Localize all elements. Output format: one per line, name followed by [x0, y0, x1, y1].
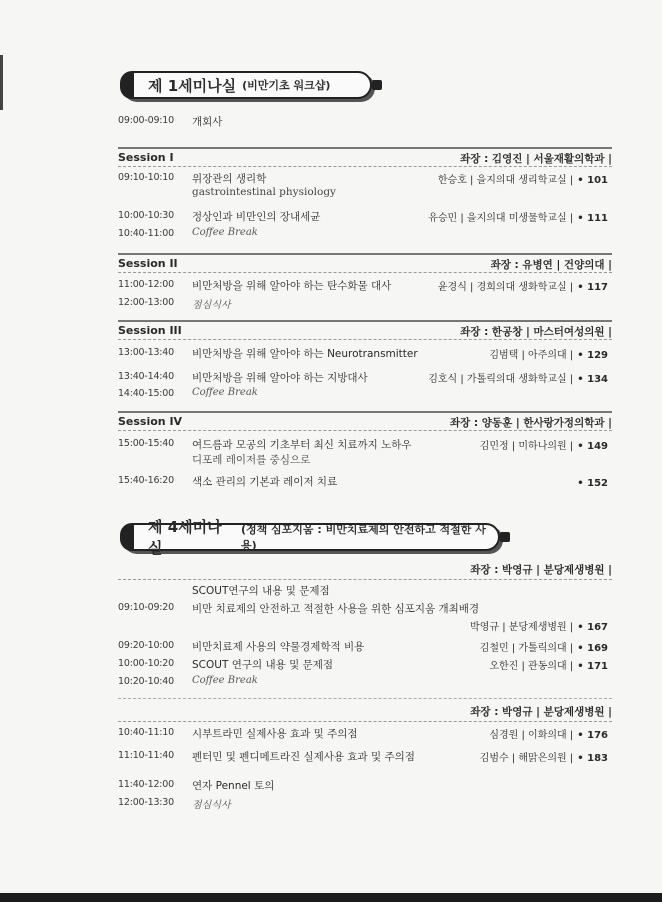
banner-end-marker — [372, 80, 382, 90]
page-number: • 129 — [577, 350, 608, 361]
speaker-info — [480, 639, 608, 654]
page-number: • 183 — [577, 753, 608, 764]
talk-title: 개회사 — [192, 116, 223, 128]
schedule-row — [118, 436, 608, 468]
speaker-info — [480, 437, 608, 452]
time-slot: 11:10-11:40 — [118, 750, 174, 761]
speaker: 한승호 | 을지의대 생리학교실 | — [437, 175, 574, 186]
schedule-row — [118, 369, 608, 387]
room4-subtitle: (정책 심포지움 : 비만치료제의 안전하고 적절한 사용) — [240, 523, 486, 552]
speaker-info — [489, 726, 608, 741]
session-chair: 좌장 : 박영규 | 분당제생병원 | — [470, 706, 612, 718]
session-chair: 좌장 : 유병연 | 건양의대 | — [490, 259, 612, 271]
talk-title: 색소 관리의 기본과 레이저 치료 — [192, 476, 338, 488]
talk-subtitle: 디포레 레이저를 중심으로 — [192, 454, 311, 466]
page-number: • 152 — [577, 478, 608, 489]
chair-header — [118, 702, 612, 722]
speaker-info — [428, 370, 608, 385]
time-slot: 10:00-10:20 — [118, 658, 174, 669]
talk-title: 비만처방을 위해 알아야 하는 지방대사 — [192, 372, 368, 384]
talk-title: 비만처방을 위해 알아야 하는 Neurotransmitter — [192, 348, 418, 360]
time-slot: 11:00-12:00 — [118, 279, 174, 290]
lunch-label: 점심식사 — [192, 800, 231, 811]
time-slot: 10:20-10:40 — [118, 676, 174, 687]
speaker: 유승민 | 을지의대 미생물학교실 | — [428, 213, 574, 224]
banner-end-marker — [500, 532, 510, 542]
page-number: • 176 — [577, 730, 608, 741]
session-name: Session I — [118, 151, 174, 164]
time-slot: 14:40-15:00 — [118, 388, 174, 399]
speaker: 김철민 | 가톨릭의대 | — [479, 643, 574, 654]
speaker: 김민정 | 미하나의원 | — [479, 441, 574, 452]
lunch-label: 점심식사 — [192, 300, 231, 311]
schedule-row — [118, 386, 608, 404]
talk-title: SCOUT 연구의 내용 및 문제점 — [192, 659, 333, 671]
schedule-row — [118, 725, 608, 743]
schedule-row — [118, 226, 608, 244]
schedule-row — [118, 656, 608, 674]
speaker-info — [438, 171, 608, 186]
speaker: 김호식 | 가톨릭의대 생화학교실 | — [428, 374, 574, 385]
speaker-info — [573, 478, 608, 489]
session-name: Session IV — [118, 415, 183, 428]
talk-title: 펜터민 및 펜디메트라진 실제사용 효과 및 주의점 — [192, 751, 415, 763]
speaker-info — [489, 346, 608, 361]
session-name: Session II — [118, 257, 178, 270]
session-header — [118, 320, 612, 340]
speaker-info — [489, 657, 608, 672]
talk-title: 연자 Pennel 토의 — [192, 780, 275, 792]
section-divider — [118, 698, 612, 699]
time-slot: 11:40-12:00 — [118, 779, 174, 790]
talk-title: 시부트라민 실제사용 효과 및 주의점 — [192, 728, 358, 740]
bottom-edge-bar — [0, 893, 662, 902]
time-slot: 13:00-13:40 — [118, 347, 174, 358]
schedule-row — [118, 208, 608, 226]
chair-header — [118, 560, 612, 580]
time-slot: 10:40-11:10 — [118, 727, 174, 738]
talk-subtitle: gastrointestinal physiology — [192, 186, 336, 198]
time-slot: 15:40-16:20 — [118, 475, 174, 486]
page-edge-mark — [0, 55, 3, 110]
coffee-break-label: Coffee Break — [192, 227, 258, 238]
room4-title: 제 4세미나실 — [148, 518, 222, 557]
speaker-info — [480, 749, 608, 764]
talk-title: 여드름과 모공의 기초부터 최신 치료까지 노하우 — [192, 439, 412, 451]
talk-title: SCOUT연구의 내용 및 문제점 — [192, 585, 330, 597]
speaker-info — [438, 278, 608, 293]
talk-title: 위장관의 생리학 — [192, 173, 267, 185]
page-number: • 171 — [577, 661, 608, 672]
time-slot: 15:00-15:40 — [118, 438, 174, 449]
speaker-info — [470, 618, 608, 633]
page-number: • 117 — [577, 282, 608, 293]
time-slot: 09:00-09:10 — [118, 115, 174, 126]
schedule-row — [118, 777, 608, 795]
schedule-row — [118, 277, 608, 295]
schedule-row — [118, 674, 608, 692]
session-header — [118, 411, 612, 431]
session-chair: 좌장 : 김영진 | 서울재활의학과 | — [460, 153, 612, 165]
session-chair: 좌장 : 박영규 | 분당제생병원 | — [470, 564, 612, 576]
session-header — [118, 147, 612, 167]
time-slot: 12:00-13:00 — [118, 297, 174, 308]
banner-notch — [120, 523, 134, 551]
room1-title-banner — [120, 71, 372, 99]
time-slot: 09:20-10:00 — [118, 640, 174, 651]
coffee-break-label: Coffee Break — [192, 387, 258, 398]
schedule-row — [118, 583, 608, 631]
room4-title-banner — [120, 518, 500, 557]
session-header — [118, 253, 612, 273]
session-name: Session III — [118, 324, 182, 337]
speaker: 박영규 | 분당제생병원 | — [470, 622, 574, 633]
page-number: • 169 — [577, 643, 608, 654]
time-slot: 09:10-10:10 — [118, 172, 174, 183]
talk-title-line2: 비만 치료제의 안전하고 적절한 사용을 위한 심포지움 개최배경 — [192, 603, 480, 615]
room1-subtitle: (비만기초 워크샵) — [242, 79, 331, 92]
session-chair: 좌장 : 한공창 | 마스터여성의원 | — [460, 326, 612, 338]
talk-title: 비만처방을 위해 알아야 하는 탄수화물 대사 — [192, 280, 392, 292]
schedule-row — [118, 795, 608, 813]
session-chair: 좌장 : 양동훈 | 한사랑가정의학과 | — [449, 417, 612, 429]
banner-notch — [120, 71, 134, 99]
schedule-row — [118, 748, 608, 766]
page-number: • 101 — [577, 175, 608, 186]
schedule-row — [118, 170, 608, 202]
talk-title: 비만치료제 사용의 약물경제학적 비용 — [192, 641, 365, 653]
schedule-row — [118, 113, 608, 131]
speaker: 김범수 | 해맑은의원 | — [479, 753, 574, 764]
time-slot: 12:00-13:30 — [118, 797, 174, 808]
time-slot: 10:00-10:30 — [118, 210, 174, 221]
time-slot: 10:40-11:00 — [118, 228, 174, 239]
speaker: 김범택 | 아주의대 | — [489, 350, 574, 361]
page-number: • 149 — [577, 441, 608, 452]
page-number: • 167 — [577, 622, 608, 633]
talk-title: 정상인과 비만인의 장내세균 — [192, 211, 321, 223]
speaker-info — [428, 209, 608, 224]
time-slot: 09:10-09:20 — [118, 602, 174, 613]
time-slot: 13:40-14:40 — [118, 371, 174, 382]
schedule-row — [118, 295, 608, 313]
coffee-break-label: Coffee Break — [192, 675, 258, 686]
room1-title: 제 1세미나실 — [148, 76, 237, 95]
speaker: 심경원 | 이화의대 | — [489, 730, 574, 741]
schedule-row — [118, 473, 608, 491]
page-number: • 111 — [577, 213, 608, 224]
schedule-row — [118, 638, 608, 656]
speaker: 윤경식 | 경희의대 생화학교실 | — [437, 282, 574, 293]
schedule-row — [118, 345, 608, 363]
page-number: • 134 — [577, 374, 608, 385]
speaker: 오한진 | 관동의대 | — [489, 661, 574, 672]
